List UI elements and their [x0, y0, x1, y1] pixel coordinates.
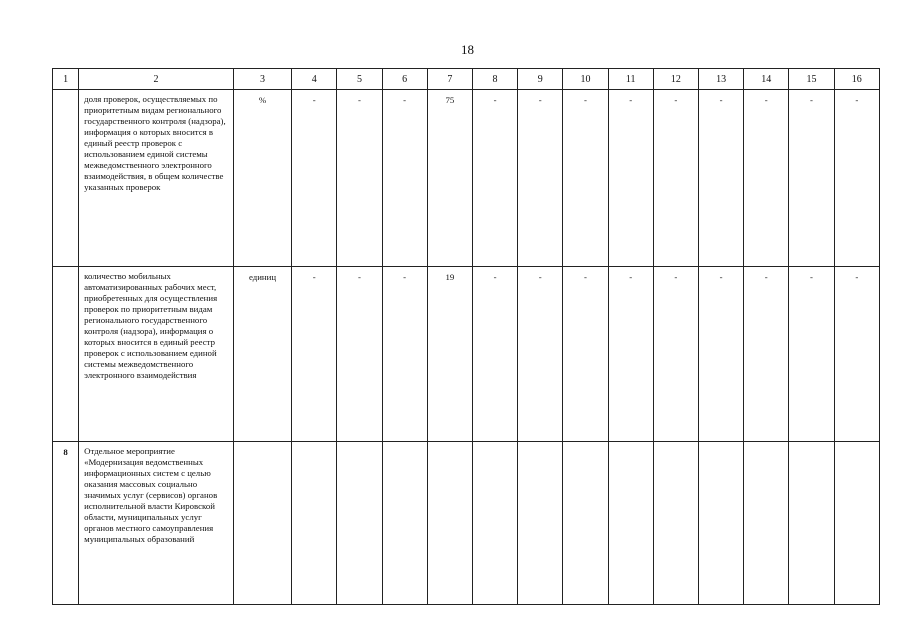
- value-cell: -: [292, 267, 337, 442]
- value-cell: [563, 442, 608, 605]
- indicator-description: количество мобильных автоматизированных рабочих мест, приобретенных для осуществления проверок по приоритетным видам регионального государственного контроля (надзора), информация о которых вносится в единый реестр проверок с использованием единой системы межведомственного электронного взаимодействия: [79, 267, 234, 442]
- value-cell: -: [608, 90, 653, 267]
- value-cell: -: [744, 267, 789, 442]
- value-cell: -: [472, 90, 517, 267]
- unit-cell: единиц: [233, 267, 291, 442]
- table-row: [53, 90, 880, 267]
- value-cell: -: [698, 90, 743, 267]
- header-cell: 6: [382, 69, 427, 90]
- value-cell: [337, 442, 382, 605]
- header-cell: 16: [834, 69, 879, 90]
- value-cell: -: [698, 267, 743, 442]
- indicator-description: доля проверок, осуществляемых по приоритетным видам регионального государственного контроля (надзора), информация о которых вносится в единый реестр проверок с использованием единой системы межведомственного электронного взаимодействия, в общем количестве указанных проверок: [79, 90, 234, 267]
- value-cell: -: [834, 90, 879, 267]
- value-cell: [518, 442, 563, 605]
- table-row: [53, 267, 880, 442]
- value-cell: -: [292, 90, 337, 267]
- header-cell: 9: [518, 69, 563, 90]
- value-cell: [427, 442, 472, 605]
- value-cell: [744, 442, 789, 605]
- value-cell: [698, 442, 743, 605]
- value-cell: -: [337, 90, 382, 267]
- header-cell: 14: [744, 69, 789, 90]
- value-cell: -: [834, 267, 879, 442]
- value-cell: -: [518, 267, 563, 442]
- header-cell: 11: [608, 69, 653, 90]
- value-cell: [608, 442, 653, 605]
- row-number: [53, 90, 79, 267]
- row-number: [53, 267, 79, 442]
- header-cell: 3: [233, 69, 291, 90]
- value-cell: -: [744, 90, 789, 267]
- header-cell: 8: [472, 69, 517, 90]
- value-cell: -: [382, 267, 427, 442]
- header-cell: 7: [427, 69, 472, 90]
- document-table: [52, 68, 880, 605]
- value-cell: [834, 442, 879, 605]
- value-cell: -: [789, 90, 834, 267]
- header-cell: 13: [698, 69, 743, 90]
- value-cell: -: [653, 267, 698, 442]
- header-row: [53, 69, 880, 90]
- header-cell: 2: [79, 69, 234, 90]
- page-number: 18: [461, 42, 474, 57]
- header-cell: 15: [789, 69, 834, 90]
- unit-cell: %: [233, 90, 291, 267]
- header-cell: 10: [563, 69, 608, 90]
- header-cell: 1: [53, 69, 79, 90]
- unit-cell: [233, 442, 291, 605]
- value-cell: -: [653, 90, 698, 267]
- measure-description: Отдельное мероприятие «Модернизация ведомственных информационных систем с целью оказания массовых социально значимых услуг (сервисов) органов исполнительной власти Кировской области, муниципальных услуг органов местного самоуправления муниципальных образований: [79, 442, 234, 605]
- row-number: 8: [53, 442, 79, 605]
- value-cell: -: [337, 267, 382, 442]
- value-cell: -: [563, 90, 608, 267]
- value-cell: -: [472, 267, 517, 442]
- value-cell: [292, 442, 337, 605]
- value-cell: -: [518, 90, 563, 267]
- value-cell: [789, 442, 834, 605]
- value-cell: [653, 442, 698, 605]
- value-cell: -: [608, 267, 653, 442]
- value-cell: -: [382, 90, 427, 267]
- header-cell: 5: [337, 69, 382, 90]
- header-cell: 4: [292, 69, 337, 90]
- value-cell: [472, 442, 517, 605]
- value-cell: 19: [427, 267, 472, 442]
- value-cell: -: [789, 267, 834, 442]
- value-cell: [382, 442, 427, 605]
- value-cell: 75: [427, 90, 472, 267]
- table-row: [53, 442, 880, 605]
- value-cell: -: [563, 267, 608, 442]
- header-cell: 12: [653, 69, 698, 90]
